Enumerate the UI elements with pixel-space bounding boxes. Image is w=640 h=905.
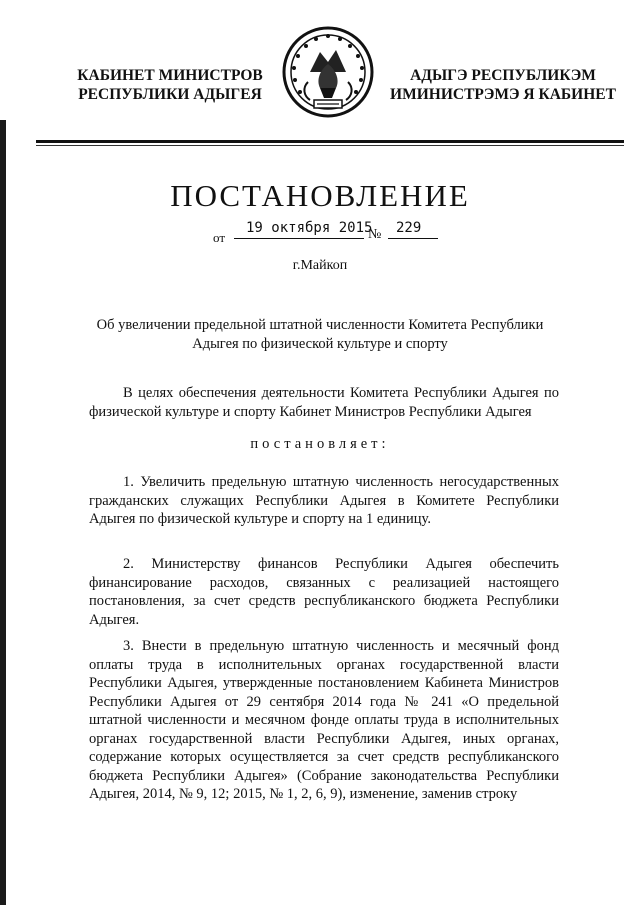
header-left-line2: РЕСПУБЛИКИ АДЫГЕЯ	[78, 86, 262, 103]
item-2: 2. Министерству финансов Республики Адыгея обеспечить финансирование расходов, связанных с реализацией настоящего постановления, за счет средств республиканского бюджета Республики Адыгея.	[89, 556, 559, 628]
document-title: ПОСТАНОВЛЕНИЕ	[170, 178, 470, 213]
header-rule-thin	[36, 145, 624, 146]
number-prefix: №	[368, 227, 382, 242]
city: г.Майкоп	[292, 258, 348, 273]
date-number-line	[210, 220, 470, 244]
coat-of-arms-icon	[280, 22, 376, 122]
date-underline	[234, 238, 364, 239]
document-subject: Об увеличении предельной штатной численности Комитета Республики Адыгея по физической культуре и спорту	[96, 317, 544, 352]
scan-edge	[0, 120, 6, 905]
header-right-line2: ИМИНИСТРЭМЭ Я КАБИНЕТ	[390, 86, 616, 103]
intro-paragraph: В целях обеспечения деятельности Комитета Республики Адыгея по физической культуре и спорту Кабинет Министров Республики Адыгея	[89, 385, 559, 420]
header-rule-thick	[36, 140, 624, 143]
number-underline	[388, 238, 438, 239]
header-right	[388, 66, 618, 104]
document-number: 229	[396, 220, 422, 236]
header-left-line1: КАБИНЕТ МИНИСТРОВ	[77, 67, 263, 84]
decree-word: постановляет:	[250, 436, 390, 452]
header-left	[70, 66, 270, 104]
document-date: 19 октября 2015	[246, 220, 373, 236]
header-right-line1: АДЫГЭ РЕСПУБЛИКЭМ	[410, 67, 596, 84]
date-prefix: от	[213, 230, 226, 245]
item-1: 1. Увеличить предельную штатную численность негосударственных гражданских служащих Республики Адыгея в Комитете Республики Адыгея по физической культуре и спорту на 1 единицу.	[89, 474, 559, 527]
item-3: 3. Внести в предельную штатную численность и месячный фонд оплаты труда в исполнительных органах государственной власти Республики Адыгея, утвержденные постановлением Кабинета Министров Республики Адыгея от 29 сентября 2014 года № 241 «О предельной штатной численности и месячном фонде оплаты труда в исполнительных органах государственной власти Республики Адыгея, иных органах, содержание которых осуществляется за счет средств республиканского бюджета Республики Адыгея» (Собрание законодательства Республики Адыгея, 2014, № 9, 12; 2015, № 1, 2, 6, 9), изменение, заменив строку	[89, 638, 559, 802]
